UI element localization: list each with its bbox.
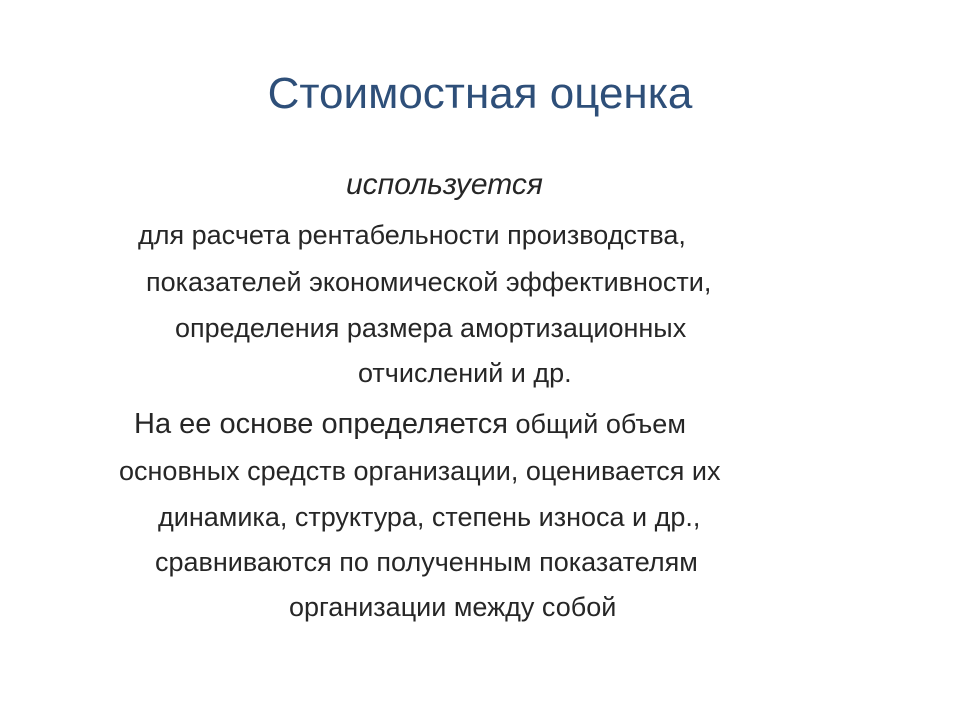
paragraph1-line: определения размера амортизационных xyxy=(175,313,687,343)
lead-word: используется xyxy=(346,168,543,201)
paragraph1-line: для расчета рентабельности производства, xyxy=(138,220,686,250)
paragraph2-line: сравниваются по полученным показателям xyxy=(155,547,698,577)
paragraph2-line: организации между собой xyxy=(289,592,617,622)
paragraph1-line: показателей экономической эффективности, xyxy=(146,267,712,297)
paragraph2-line: динамика, структура, степень износа и др., xyxy=(158,502,701,532)
paragraph2-lead-text: На ее основе определяется xyxy=(134,408,508,440)
paragraph1-line: отчислений и др. xyxy=(358,358,572,388)
slide-title: Стоимостная оценка xyxy=(267,69,693,118)
paragraph2-first-line xyxy=(134,408,686,441)
paragraph2-lead-continuation: общий объем xyxy=(507,409,686,439)
paragraph2-line: основных средств организации, оценивается их xyxy=(119,456,721,486)
